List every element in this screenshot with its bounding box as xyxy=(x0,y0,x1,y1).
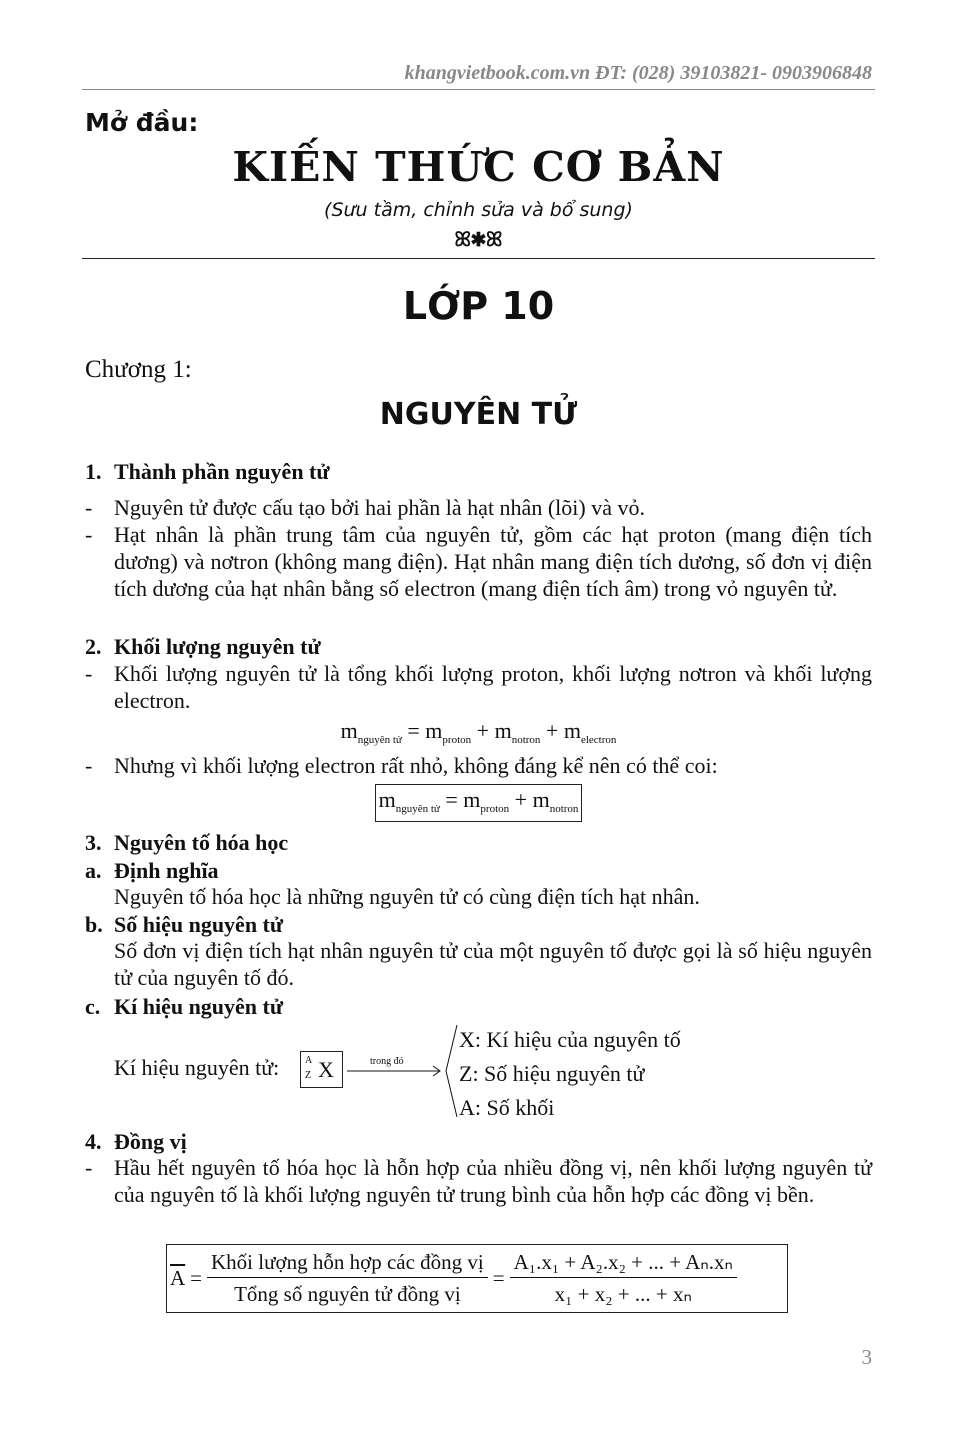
section-3-heading: 3. Nguyên tố hóa học xyxy=(85,830,289,855)
chapter-title: NGUYÊN TỬ xyxy=(379,397,578,432)
mass-formula-boxed: $m_{nguyên tử} = m_{proton} + m_{notron}$ xyxy=(0,784,957,822)
fraction-numerator: A₁.x₁ + A₂.x₂ + ... + Aₙ.xₙ xyxy=(510,1250,737,1278)
paragraph: Nguyên tử được cấu tạo bởi hai phần là hạt nhân (lõi) và vỏ. xyxy=(114,495,645,520)
fraction-denominator: x₁ + x₂ + ... + xₙ xyxy=(554,1282,692,1306)
title-rule xyxy=(82,258,875,259)
grade-title: LỚP 10 xyxy=(402,284,555,328)
mass-formula: $m_{nguyên tử} = m_{proton} + m_{notron} + m_{electron}$ xyxy=(340,718,617,746)
section-4-heading: 4. Đồng vị xyxy=(85,1129,187,1154)
legend-item: X: Kí hiệu của nguyên tố xyxy=(459,1027,681,1052)
fraction-numerator: Khối lượng hỗn hợp các đồng vị xyxy=(207,1250,488,1278)
symbol-label: Kí hiệu nguyên tử: xyxy=(114,1055,280,1080)
legend-item: Z: Số hiệu nguyên tử xyxy=(459,1061,645,1086)
section-3c-heading: c. Kí hiệu nguyên tử xyxy=(85,994,284,1019)
atomic-number: Z xyxy=(305,1070,312,1081)
mass-number: A xyxy=(305,1055,313,1066)
paragraph: Nhưng vì khối lượng electron rất nhỏ, không đáng kể nên có thể coi: xyxy=(114,753,718,778)
section-2-heading: 2. Khối lượng nguyên tử xyxy=(85,634,321,659)
header-rule xyxy=(82,89,875,90)
main-title: KIẾN THỨC CƠ BẢN xyxy=(232,143,725,191)
bullet-dash: - xyxy=(85,522,93,547)
arrow-label: trong đó xyxy=(370,1056,404,1067)
page-number: 3 xyxy=(861,1345,872,1369)
bullet-dash: - xyxy=(85,753,93,778)
paragraph: Hạt nhân là phần trung tâm của nguyên tử, gồm các hạt proton (mang điện tích dương) và nơtron (không mang điện). Hạt nhân mang điện tích dương, số đơn vị điện tích dương của hạt nhân bằng số electron (mang điện tích âm) trong vỏ nguyên tử. xyxy=(114,522,872,601)
paragraph: Hầu hết nguyên tố hóa học là hỗn hợp của nhiều đồng vị, nên khối lượng nguyên tử của nguyên tố là khối lượng nguyên tử trung bình của hỗn hợp các đồng vị bền. xyxy=(114,1155,872,1207)
section-3a-heading: a. Định nghĩa xyxy=(85,858,219,883)
symbol-legend xyxy=(459,1023,681,1125)
intro-label: Mở đầu: xyxy=(85,108,199,137)
arrow-brace-icon xyxy=(345,1020,460,1120)
element-symbol: X xyxy=(318,1057,334,1082)
bullet-dash: - xyxy=(85,661,93,686)
average-mass-symbol: $\overline{A}$ xyxy=(170,1266,186,1290)
paragraph: Nguyên tố hóa học là những nguyên tử có cùng điện tích hạt nhân. xyxy=(114,884,700,909)
average-mass-formula: $\overline{A}$ = $\frac{\text{Khối lượng hỗn hợp các đồng vị}}{\text{Tổng số nguyên tử đồng vị}}$ = $\frac{\text{A₁.x₁ + A₂.x₂ + ... + Aₙ.xₙ}}{\text{x₁ + x₂ + ... + xₙ}}$ xyxy=(166,1244,788,1313)
page-header: khangvietbook.com.vn ĐT: (028) 39103821- 0903906848 xyxy=(404,62,872,84)
bullet-dash: - xyxy=(85,495,93,520)
subtitle: (Sưu tầm, chỉnh sửa và bổ sung) xyxy=(324,199,633,221)
paragraph: Số đơn vị điện tích hạt nhân nguyên tử của một nguyên tố được gọi là số hiệu nguyên tử của nguyên tố đó. xyxy=(114,938,872,990)
section-3b-heading: b. Số hiệu nguyên tử xyxy=(85,912,284,937)
chapter-label: Chương 1: xyxy=(85,356,192,383)
section-1-heading: 1. Thành phần nguyên tử xyxy=(85,459,330,484)
bullet-dash: - xyxy=(85,1155,93,1180)
paragraph: Khối lượng nguyên tử là tổng khối lượng proton, khối lượng nơtron và khối lượng electron. xyxy=(114,661,872,713)
ornament-icon: ꕤ✱ꕤ xyxy=(454,229,503,251)
legend-item: A: Số khối xyxy=(459,1095,555,1120)
fraction-denominator: Tổng số nguyên tử đồng vị xyxy=(234,1282,461,1306)
atomic-symbol-box xyxy=(300,1051,343,1088)
